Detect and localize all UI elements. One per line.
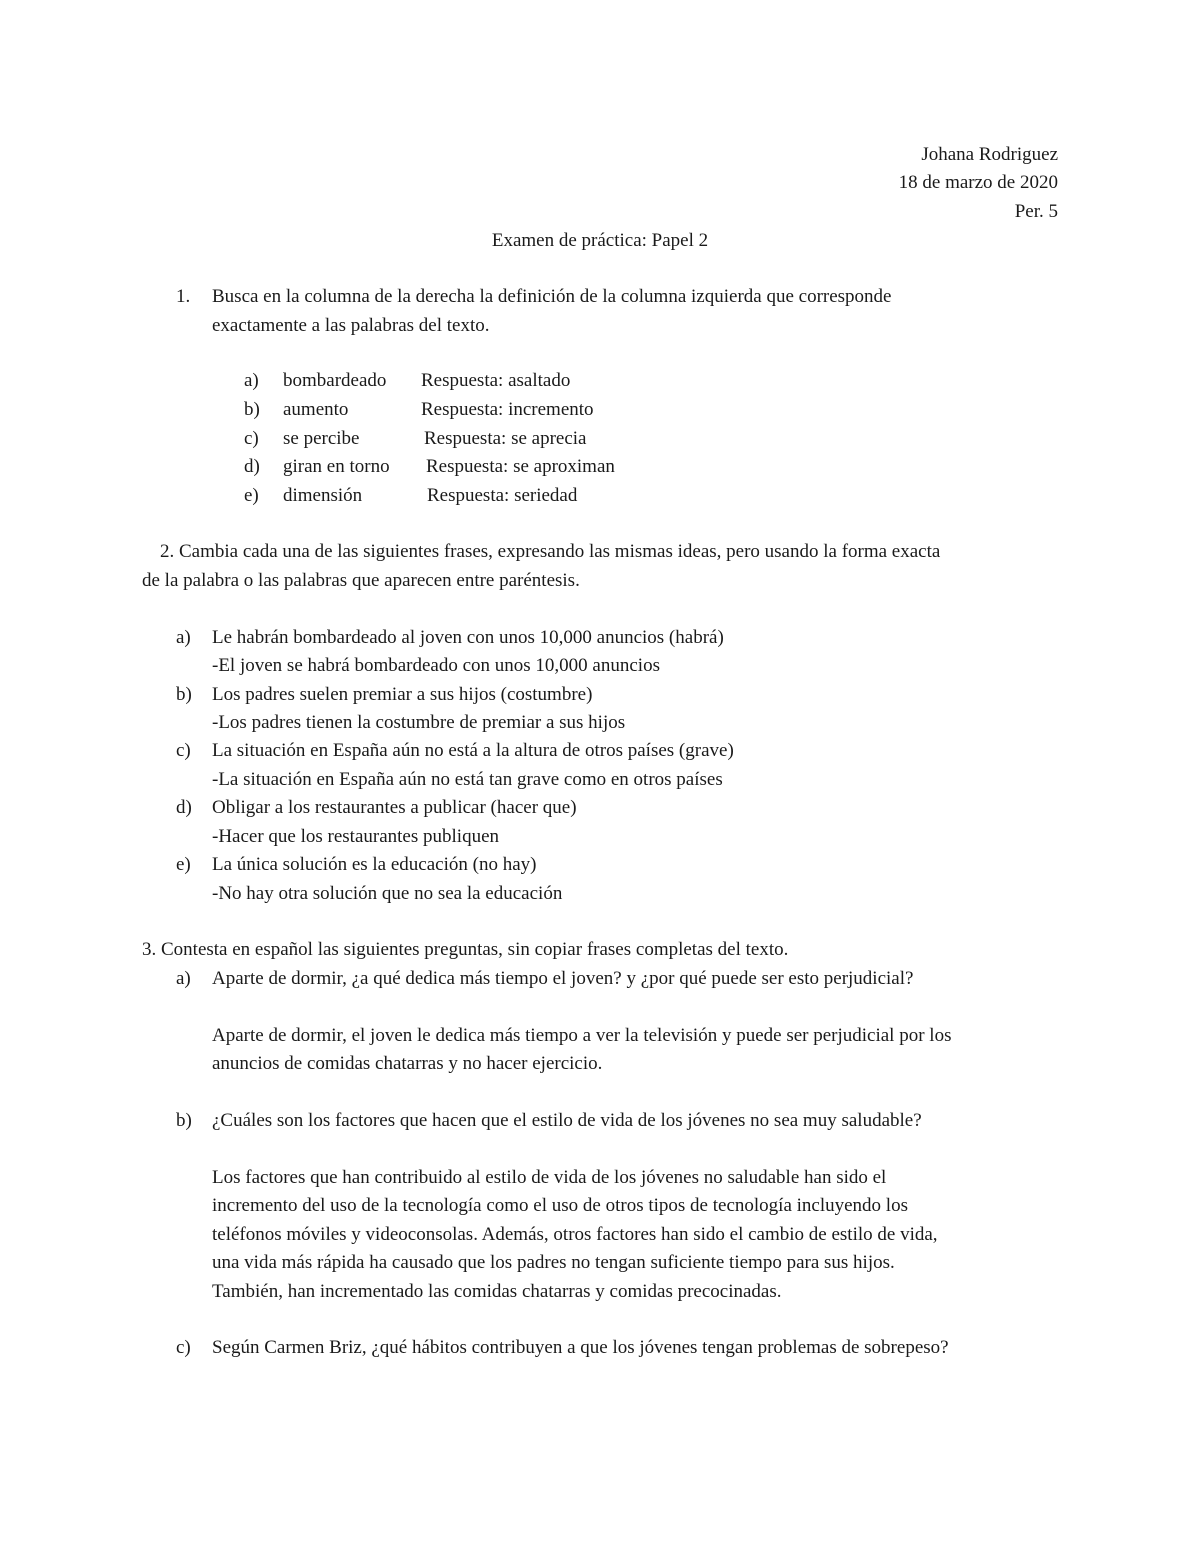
q2-item-label: b) (176, 684, 192, 705)
q2-item-label: e) (176, 854, 191, 875)
q1-item-answer: Respuesta: asaltado (421, 370, 571, 391)
q1-prompt-line2: exactamente a las palabras del texto. (212, 315, 490, 336)
q3-prompt: 3. Contesta en español las siguientes preguntas, sin copiar frases completas del texto. (142, 939, 789, 960)
q2-item-sentence: Obligar a los restaurantes a publicar (hacer que) (212, 797, 577, 818)
q2-item-sentence: La situación en España aún no está a la altura de otros países (grave) (212, 740, 734, 761)
q1-item-label: a) (244, 370, 259, 391)
q1-item-answer: Respuesta: se aproximan (426, 456, 615, 477)
exam-date: 18 de marzo de 2020 (898, 172, 1058, 193)
q1-item-word: bombardeado (283, 370, 387, 391)
q3b-answer-line: También, han incrementado las comidas chatarras y comidas precocinadas. (212, 1281, 782, 1302)
q1-item-word: se percibe (283, 428, 360, 449)
q3c-label: c) (176, 1337, 191, 1358)
q3b-answer-line: incremento del uso de la tecnología como el uso de otros tipos de tecnología incluyendo los (212, 1195, 908, 1216)
q1-item-label: c) (244, 428, 259, 449)
q1-prompt-line1: Busca en la columna de la derecha la definición de la columna izquierda que corresponde (212, 286, 892, 307)
q3b-question: ¿Cuáles son los factores que hacen que el estilo de vida de los jóvenes no sea muy saludable? (212, 1110, 922, 1131)
q1-item-label: e) (244, 485, 259, 506)
q1-item-word: aumento (283, 399, 349, 420)
q2-item-answer: -No hay otra solución que no sea la educación (212, 883, 563, 904)
q2-item-label: a) (176, 627, 191, 648)
q3a-label: a) (176, 968, 191, 989)
q3b-label: b) (176, 1110, 192, 1131)
q1-item-answer: Respuesta: incremento (421, 399, 594, 420)
q1-item-word: giran en torno (283, 456, 390, 477)
q1-item-answer: Respuesta: se aprecia (424, 428, 587, 449)
q3a-answer-line: Aparte de dormir, el joven le dedica más tiempo a ver la televisión y puede ser perjudicial por los (212, 1025, 952, 1046)
q1-item-word: dimensión (283, 485, 363, 506)
q2-item-answer: -Hacer que los restaurantes publiquen (212, 826, 500, 847)
q2-item-sentence: Los padres suelen premiar a sus hijos (costumbre) (212, 684, 593, 705)
q2-item-answer: -La situación en España aún no está tan grave como en otros países (212, 769, 723, 790)
q2-item-label: d) (176, 797, 192, 818)
q1-number: 1. (176, 286, 191, 307)
q3a-answer-line: anuncios de comidas chatarras y no hacer ejercicio. (212, 1053, 603, 1074)
q2-prompt-line2: de la palabra o las palabras que aparecen entre paréntesis. (142, 570, 580, 591)
q2-prompt-line1: 2. Cambia cada una de las siguientes frases, expresando las mismas ideas, pero usando la forma exacta (160, 541, 941, 562)
q3a-question: Aparte de dormir, ¿a qué dedica más tiempo el joven? y ¿por qué puede ser esto perjudicial? (212, 968, 914, 989)
q3b-answer-line: una vida más rápida ha causado que los padres no tengan suficiente tiempo para sus hijos. (212, 1252, 895, 1273)
document-title: Examen de práctica: Papel 2 (491, 230, 709, 251)
q2-item-label: c) (176, 740, 191, 761)
q3b-answer-line: teléfonos móviles y videoconsolas. Además, otros factores han sido el cambio de estilo de vida, (212, 1224, 938, 1245)
q1-item-answer: Respuesta: seriedad (427, 485, 578, 506)
q2-item-answer: -Los padres tienen la costumbre de premiar a sus hijos (212, 712, 626, 733)
q3b-answer-line: Los factores que han contribuido al estilo de vida de los jóvenes no saludable han sido el (212, 1167, 887, 1188)
q2-item-sentence: La única solución es la educación (no hay) (212, 854, 537, 875)
student-name: Johana Rodriguez (921, 144, 1058, 165)
q2-item-answer: -El joven se habrá bombardeado con unos 10,000 anuncios (212, 655, 660, 676)
q2-item-sentence: Le habrán bombardeado al joven con unos 10,000 anuncios (habrá) (212, 627, 724, 648)
class-period: Per. 5 (1014, 201, 1058, 222)
q1-item-label: d) (244, 456, 260, 477)
q3c-question: Según Carmen Briz, ¿qué hábitos contribuyen a que los jóvenes tengan problemas de sobrepeso? (212, 1337, 949, 1358)
q1-item-label: b) (244, 399, 260, 420)
